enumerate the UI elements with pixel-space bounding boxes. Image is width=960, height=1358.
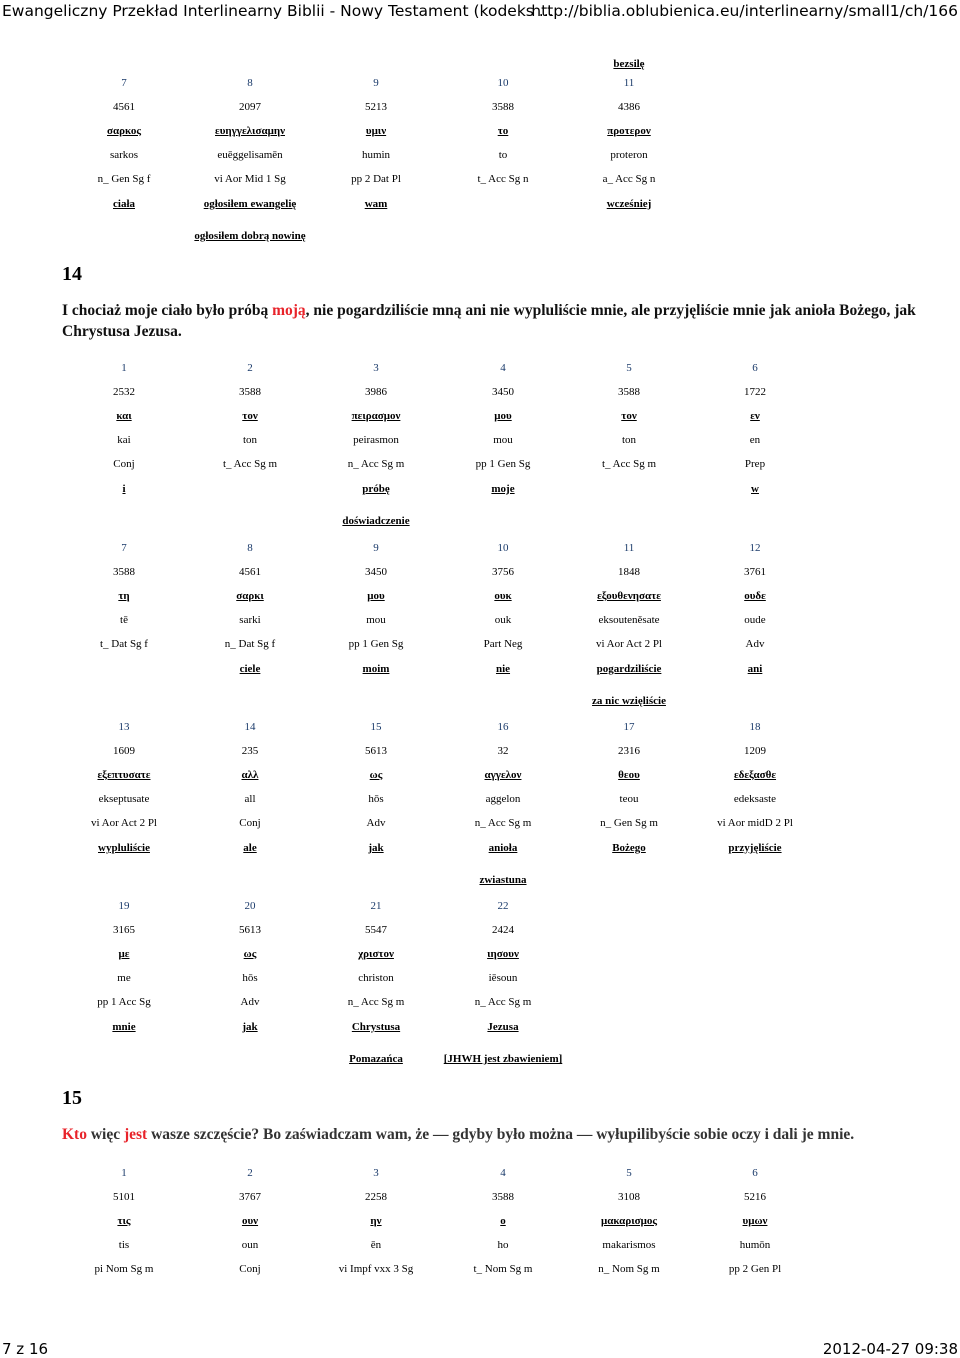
v15-word-morphology: vi Impf vxx 3 Sg [338,1263,414,1275]
v13-word-greek-word[interactable]: προτερον [607,125,651,137]
v14-word-strong-number: 3450 [365,566,387,578]
v14-word-transliteration: teou [619,793,639,805]
v14-word-morphology: n_ Acc Sg m [474,996,532,1008]
v14-word-strong-number: 5613 [365,745,387,757]
v14-word-strong-number: 3588 [618,386,640,398]
v14-word-transliteration: oude [744,614,766,626]
v14-word-transliteration: edeksaste [733,793,777,805]
v14-word-word-number: 17 [623,721,635,733]
v14-word-word-number: 13 [118,721,130,733]
v14-word-strong-number: 5613 [239,924,261,936]
v14-word-transliteration: ouk [494,614,512,626]
v14-word-polish-translation[interactable]: jak [242,1021,258,1033]
v15-word-greek-word[interactable]: ο [500,1215,506,1227]
v13-word-polish-translation[interactable]: ogłosiłem ewangelię [203,198,297,210]
v14-word-morphology: n_ Gen Sg m [600,817,658,829]
v13-word-morphology: n_ Gen Sg f [97,173,151,185]
v14-word-transliteration: christon [358,972,394,984]
v14-word-polish-translation[interactable]: moim [362,663,390,675]
v14-word-transliteration: kai [117,434,131,446]
v15-word-word-number: 2 [247,1167,253,1179]
v14-word-word-number: 11 [623,542,635,554]
v14-word-strong-number: 3165 [113,924,135,936]
v15-word-transliteration: oun [241,1239,259,1251]
v13-word-polish-translation[interactable]: ciała [113,198,135,210]
v14-word-transliteration: mou [493,434,513,446]
v13-word-morphology: t_ Acc Sg n [477,173,529,185]
v14-word-word-number: 19 [118,900,130,912]
v14-word-strong-number: 1609 [113,745,135,757]
v14-word-greek-word[interactable]: εδεξασθε [733,769,777,781]
v14-word-word-number: 5 [626,362,632,374]
v13-word-morphology: a_ Acc Sg n [602,173,656,185]
verse-15-text [62,1124,922,1145]
v14-word-polish-translation[interactable]: przyjęliście [728,842,782,854]
v14-word-word-number: 18 [749,721,761,733]
v14-word-morphology: t_ Dat Sg f [100,638,148,650]
v14-word-greek-word[interactable]: σαρκι [236,590,264,602]
v14-word-strong-number: 2424 [492,924,514,936]
v14-word-polish-translation[interactable]: anioła [488,842,518,854]
v14-word-polish-translation[interactable]: jak [368,842,384,854]
v14-word-polish-translation[interactable]: ale [243,842,257,854]
v13-word-greek-word[interactable]: υμιν [365,125,387,137]
v14-word-greek-word[interactable]: πειρασμον [351,410,401,422]
v14-word-polish-translation[interactable]: w [751,483,759,495]
v15-word-word-number: 4 [500,1167,506,1179]
verse-14-text-part1: I chociaż moje ciało było próbą [62,302,273,319]
v14-word-morphology: Adv [366,817,386,829]
v15-word-greek-word[interactable]: ουν [241,1215,259,1227]
v14-word-transliteration: aggelon [485,793,521,805]
v14-word-morphology: n_ Acc Sg m [474,817,532,829]
v15-word-strong-number: 5101 [113,1191,135,1203]
v14-word-word-number: 20 [244,900,256,912]
verse-15-text-wiec: więc [86,1126,124,1143]
v14-word-word-number: 22 [497,900,509,912]
browser-print-header [0,0,960,22]
v14-word-polish-translation[interactable]: próbę [362,483,390,495]
v15-word-greek-word[interactable]: τις [117,1215,131,1227]
v14-word-transliteration: sarki [239,614,261,626]
v14-word-transliteration: ton [621,434,637,446]
v14-word-greek-word[interactable]: μου [367,590,385,602]
v13-word-greek-word[interactable]: σαρκος [107,125,141,137]
v15-word-greek-word[interactable]: μακαρισμος [601,1215,657,1227]
v13-word-transliteration: proteron [610,149,648,161]
v14-word-morphology: Prep [744,458,766,470]
v14-word-transliteration: tē [120,614,128,626]
v13-word-polish-translation[interactable]: wam [364,198,388,210]
v14-word-morphology: n_ Dat Sg f [224,638,276,650]
v13-word-word-number: 9 [373,77,379,89]
verse-15-text-jest: jest [123,1126,148,1143]
v14-word-morphology: Adv [240,996,260,1008]
v14-word-alternative-translation[interactable]: za nic wzięliście [592,695,666,707]
v14-word-word-number: 9 [373,542,379,554]
v14-word-strong-number: 3761 [744,566,766,578]
v14-word-greek-word[interactable]: ως [369,769,383,781]
v14-word-strong-number: 5547 [365,924,387,936]
v13-word-morphology: pp 2 Dat Pl [351,173,401,185]
v14-word-greek-word[interactable]: τη [118,590,130,602]
v14-word-word-number: 12 [749,542,761,554]
v15-word-greek-word[interactable]: ην [370,1215,382,1227]
v14-word-strong-number: 4561 [239,566,261,578]
v14-word-polish-translation[interactable]: ani [747,663,763,675]
v15-word-word-number: 3 [373,1167,379,1179]
page-header-title: Ewangeliczny Przekład Interlinearny Biblii - Nowy Testament (kodeks ... [2,2,554,20]
v15-word-transliteration: ēn [370,1239,382,1251]
v14-word-word-number: 6 [752,362,758,374]
v15-word-morphology: pi Nom Sg m [94,1263,154,1275]
v14-word-word-number: 3 [373,362,379,374]
v14-word-word-number: 10 [497,542,509,554]
v14-word-strong-number: 3986 [365,386,387,398]
v13-word-transliteration: sarkos [109,149,139,161]
verse-14-text-part2: , nie pogardziliście mną ani nie wypluliście mnie, ale przyjęliście mnie jak anioła Bożego, jak Chrystusa Jezusa. [62,302,916,340]
v14-word-morphology: vi Aor Act 2 Pl [90,817,157,829]
v14-word-greek-word[interactable]: χριστον [358,948,394,960]
v15-word-strong-number: 3767 [239,1191,261,1203]
v14-word-morphology: t_ Acc Sg m [601,458,657,470]
v15-word-morphology: t_ Nom Sg m [473,1263,533,1275]
v14-word-polish-translation[interactable]: ciele [239,663,261,675]
v14-word-alternative-translation[interactable]: zwiastuna [479,874,527,886]
v14-word-greek-word[interactable]: αλλ [241,769,259,781]
v14-word-polish-translation[interactable]: Chrystusa [351,1021,401,1033]
verse-number-15: 15 [62,1087,82,1109]
v14-word-word-number: 1 [121,362,127,374]
v13-word-strong-number: 5213 [365,101,387,113]
v13-word-strong-number: 4386 [618,101,640,113]
v14-word-transliteration: iēsoun [488,972,518,984]
verse-14-text-red: moją [272,302,306,319]
v14-word-word-number: 14 [244,721,256,733]
v14-word-polish-translation[interactable]: i [122,483,126,495]
v14-word-transliteration: hōs [368,793,384,805]
v14-word-greek-word[interactable]: ουκ [494,590,512,602]
print-datetime: 2012-04-27 09:38 [822,1340,958,1358]
v14-word-morphology: t_ Acc Sg m [222,458,278,470]
v13-word-greek-word[interactable]: ευηγγελισαμην [215,125,285,137]
v14-word-greek-word[interactable]: εν [750,410,760,422]
v14-word-greek-word[interactable]: τον [242,410,258,422]
v14-word-morphology: Conj [239,817,261,829]
v14-word-polish-translation[interactable]: pogardziliście [596,663,662,675]
v14-word-word-number: 16 [497,721,509,733]
v14-word-greek-word[interactable]: τον [621,410,637,422]
v14-word-polish-translation[interactable]: mnie [112,1021,136,1033]
v15-word-strong-number: 3108 [618,1191,640,1203]
v14-word-word-number: 21 [370,900,382,912]
v14-word-morphology: Part Neg [483,638,523,650]
v13-word-word-number: 10 [497,77,509,89]
v14-word-alternative-translation[interactable]: Pomazańca [349,1053,403,1065]
v14-word-strong-number: 3588 [239,386,261,398]
v13-word-morphology: vi Aor Mid 1 Sg [214,173,286,185]
v15-word-word-number: 1 [121,1167,127,1179]
v14-word-greek-word[interactable]: εξουθενησατε [597,590,661,602]
page-number: 7 z 16 [2,1340,49,1358]
v14-word-strong-number: 2532 [113,386,135,398]
v14-word-greek-word[interactable]: θεου [618,769,640,781]
v14-word-morphology: Conj [113,458,135,470]
v14-word-strong-number: 3756 [492,566,514,578]
verse-number-14: 14 [62,263,82,285]
verse-15-text-rest: wasze szczęście? Bo zaświadczam wam, że — gdyby było można — wyłupilibyście sobie oczy i dali je mnie. [147,1126,855,1143]
v14-word-morphology: n_ Acc Sg m [347,458,405,470]
verse-15-text-kto: Kto [62,1126,87,1143]
v14-word-morphology: Adv [745,638,765,650]
v14-word-word-number: 2 [247,362,253,374]
v15-word-strong-number: 5216 [744,1191,766,1203]
v14-word-greek-word[interactable]: ιησουν [487,948,519,960]
v14-word-word-number: 8 [247,542,253,554]
v15-word-morphology: pp 2 Gen Pl [728,1263,782,1275]
v14-word-transliteration: peirasmon [353,434,399,446]
v14-word-transliteration: ton [242,434,258,446]
verse-14-text [62,300,922,342]
v14-word-strong-number: 32 [497,745,509,757]
v14-word-word-number: 4 [500,362,506,374]
v14-word-greek-word[interactable]: ουδε [744,590,766,602]
v13-word-greek-word[interactable]: το [497,125,509,137]
page-header-url: http://biblia.oblubienica.eu/interlinearny/small1/ch/166 [531,2,958,20]
v13-word-word-number: 11 [623,77,635,89]
v14-word-strong-number: 1209 [744,745,766,757]
v14-word-greek-word[interactable]: εξεπτυσατε [97,769,151,781]
v14-word-transliteration: mou [366,614,386,626]
v15-word-greek-word[interactable]: υμων [742,1215,768,1227]
v14-word-greek-word[interactable]: και [116,410,132,422]
v14-word-morphology: pp 1 Gen Sg [475,458,531,470]
v13-word-transliteration: euēggelisamēn [217,149,283,161]
v13-word-polish-translation[interactable]: wcześniej [606,198,652,210]
browser-print-footer [0,1340,960,1358]
v14-word-transliteration: ekseptusate [98,793,150,805]
v15-word-word-number: 6 [752,1167,758,1179]
v15-word-morphology: Conj [239,1263,261,1275]
v13-word-transliteration: to [498,149,508,161]
v14-word-greek-word[interactable]: μου [494,410,512,422]
v14-word-polish-translation[interactable]: Bożego [612,842,646,854]
v15-word-transliteration: humōn [739,1239,771,1251]
v14-word-morphology: n_ Acc Sg m [347,996,405,1008]
v14-word-morphology: vi Aor Act 2 Pl [595,638,662,650]
v14-word-polish-translation[interactable]: Jezusa [487,1021,519,1033]
v15-word-transliteration: tis [118,1239,130,1251]
v13-word-word-number: 8 [247,77,253,89]
v14-word-transliteration: hōs [242,972,258,984]
v14-word-strong-number: 2316 [618,745,640,757]
v15-word-strong-number: 3588 [492,1191,514,1203]
v14-word-morphology: vi Aor midD 2 Pl [717,817,793,829]
v13-word-strong-number: 3588 [492,101,514,113]
topnote-alt: bezsilę [613,58,645,70]
v13-word-word-number: 7 [121,77,127,89]
v14-word-strong-number: 3588 [113,566,135,578]
v14-word-greek-word[interactable]: αγγελον [484,769,522,781]
v14-word-word-number: 15 [370,721,382,733]
v14-word-transliteration: all [244,793,256,805]
v14-word-strong-number: 1848 [618,566,640,578]
v15-word-transliteration: makarismos [602,1239,656,1251]
v14-word-strong-number: 3450 [492,386,514,398]
v14-word-greek-word[interactable]: με [118,948,130,960]
v14-word-alternative-translation[interactable]: [JHWH jest zbawieniem] [443,1053,563,1065]
v15-word-word-number: 5 [626,1167,632,1179]
v14-word-alternative-translation[interactable]: doświadczenie [342,515,410,527]
v14-word-morphology: pp 1 Acc Sg [97,996,151,1008]
v13-word-transliteration: humin [361,149,391,161]
v14-word-transliteration: en [749,434,761,446]
v14-word-morphology: pp 1 Gen Sg [348,638,404,650]
v14-word-polish-translation[interactable]: nie [495,663,511,675]
v15-word-morphology: n_ Nom Sg m [598,1263,660,1275]
v14-word-polish-translation[interactable]: wypluliście [98,842,150,854]
v14-word-strong-number: 1722 [744,386,766,398]
v14-word-transliteration: eksouteněsate [598,614,660,626]
v15-word-transliteration: ho [497,1239,509,1251]
v15-word-strong-number: 2258 [365,1191,387,1203]
v14-word-greek-word[interactable]: ως [243,948,257,960]
v14-word-word-number: 7 [121,542,127,554]
v13-word-strong-number: 2097 [239,101,261,113]
v14-word-strong-number: 235 [241,745,259,757]
v14-word-transliteration: me [117,972,131,984]
v13-word-alternative-translation[interactable]: ogłosiłem dobrą nowinę [194,230,306,242]
v14-word-polish-translation[interactable]: moje [491,483,515,495]
v13-word-strong-number: 4561 [113,101,135,113]
